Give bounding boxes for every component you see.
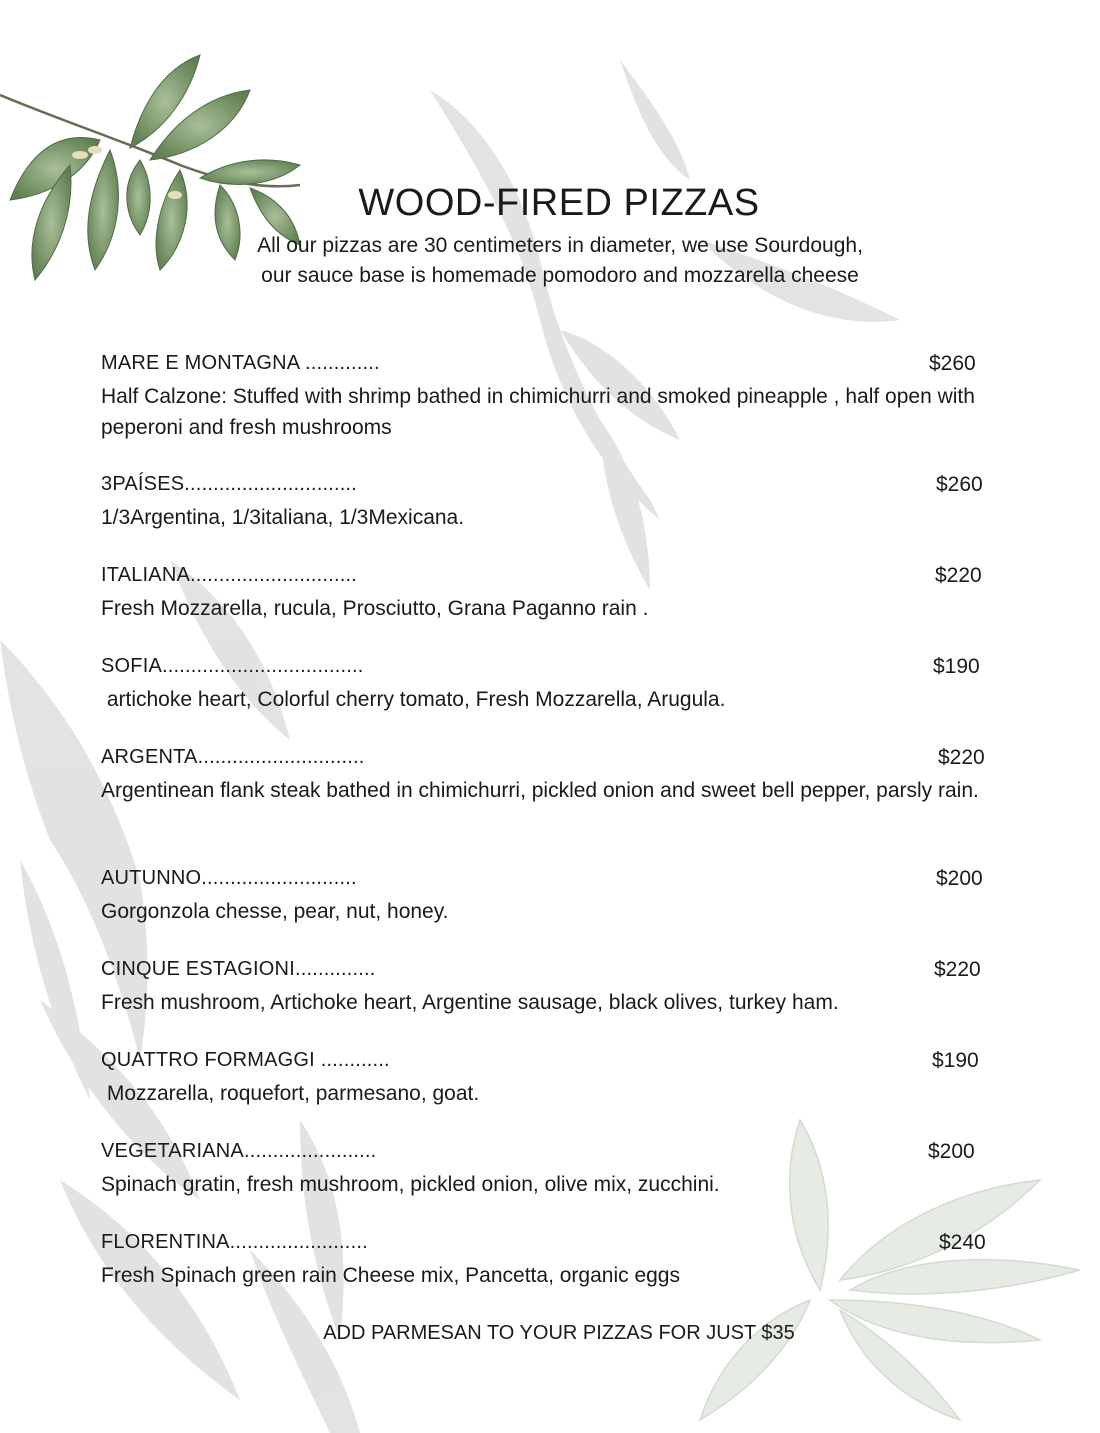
menu-item-name: FLORENTINA........................ <box>101 1231 368 1253</box>
subtitle-line-2: our sauce base is homemade pomodoro and mozzarella cheese <box>261 264 859 287</box>
menu-item-description: 1/3Argentina, 1/3italiana, 1/3Mexicana. <box>101 506 465 529</box>
menu-item-description: Half Calzone: Stuffed with shrimp bathed in chimichurri and smoked pineapple , half open with peperoni and fresh mushrooms <box>101 385 975 439</box>
menu-item-description: Fresh mushroom, Artichoke heart, Argentine sausage, black olives, turkey ham. <box>101 991 839 1014</box>
menu-item-name: MARE E MONTAGNA ............. <box>101 352 380 374</box>
menu-item-name: SOFIA................................... <box>101 655 364 677</box>
menu-item-description: artichoke heart, Colorful cherry tomato, Fresh Mozzarella, Arugula. <box>101 688 726 711</box>
menu-item-name: ARGENTA............................. <box>101 746 365 768</box>
subtitle-line-1: All our pizzas are 30 centimeters in diameter, we use Sourdough, <box>257 234 863 257</box>
menu-item-name: QUATTRO FORMAGGI ............ <box>101 1049 390 1071</box>
menu-item-description: Fresh Mozzarella, rucula, Prosciutto, Grana Paganno rain . <box>101 597 649 620</box>
menu-item-price: $220 <box>938 746 985 769</box>
menu-item-price: $260 <box>929 352 976 375</box>
menu-item-description: Spinach gratin, fresh mushroom, pickled onion, olive mix, zucchini. <box>101 1173 720 1196</box>
menu-item-price: $240 <box>939 1231 986 1254</box>
parmesan-addon-note: ADD PARMESAN TO YOUR PIZZAS FOR JUST $35 <box>323 1322 795 1344</box>
menu-item-name: VEGETARIANA....................... <box>101 1140 377 1162</box>
menu-item-description: Gorgonzola chesse, pear, nut, honey. <box>101 900 449 923</box>
menu-item-price: $260 <box>936 473 983 496</box>
menu-item-name: ITALIANA............................. <box>101 564 357 586</box>
menu-item-description: Argentinean flank steak bathed in chimichurri, pickled onion and sweet bell pepper, parsly rain. <box>101 779 979 802</box>
menu-item-name: CINQUE ESTAGIONI.............. <box>101 958 376 980</box>
menu-item-description: Mozzarella, roquefort, parmesano, goat. <box>101 1082 480 1105</box>
page-subtitle <box>0 231 1100 291</box>
menu-item-price: $190 <box>932 1049 979 1072</box>
menu-item-price: $200 <box>928 1140 975 1163</box>
menu-item-name: 3PAÍSES.............................. <box>101 473 357 495</box>
page-title: WOOD-FIRED PIZZAS <box>358 182 760 224</box>
menu-item-price: $220 <box>934 958 981 981</box>
menu-item-price: $200 <box>936 867 983 890</box>
menu-item-price: $190 <box>933 655 980 678</box>
menu-item-price: $220 <box>935 564 982 587</box>
menu-item-name: AUTUNNO........................... <box>101 867 357 889</box>
menu-item-description: Fresh Spinach green rain Cheese mix, Pancetta, organic eggs <box>101 1264 680 1287</box>
